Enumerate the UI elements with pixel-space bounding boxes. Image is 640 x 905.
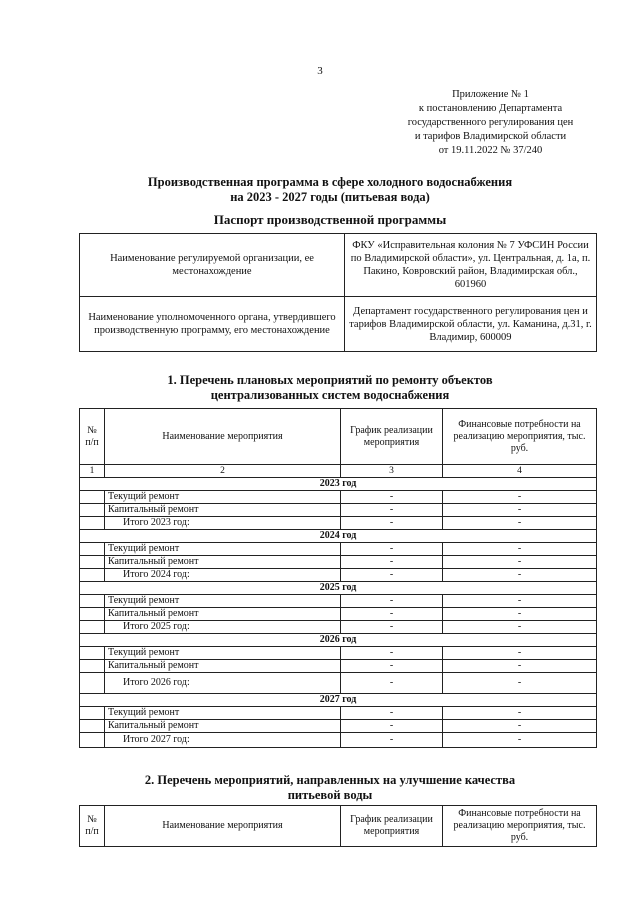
total-row [80,673,597,694]
quality-measures-table [79,805,597,847]
section1-title [80,373,580,403]
cost-cell: - [443,673,597,694]
total-row [80,621,597,634]
total-row [80,733,597,748]
table-row [80,660,597,673]
title-line: питьевой воды [287,788,373,802]
column-number: 3 [341,465,443,478]
appendix-line: государственного регулирования цен [407,117,574,128]
section2-title [80,773,580,803]
passport-value: Департамент государственного регулирования цен и тарифов Владимирской области, ул. Каманина, д.31, г. Владимир, 600009 [345,297,597,352]
table-row [80,608,597,621]
cost-cell: - [443,660,597,673]
schedule-cell: - [341,707,443,720]
activity-name: Капитальный ремонт [105,720,341,733]
appendix-line: от 19.11.2022 № 37/240 [438,145,543,156]
year-row [80,582,597,595]
schedule-cell: - [341,517,443,530]
passport-label: Наименование регулируемой организации, ее местонахождение [80,234,345,297]
total-label: Итого 2023 год: [105,517,341,530]
header-cell: Финансовые потребности на реализацию мероприятия, тыс. руб. [443,409,597,465]
activity-name: Капитальный ремонт [105,660,341,673]
passport-table [79,233,597,352]
cost-cell: - [443,720,597,733]
activity-name: Капитальный ремонт [105,556,341,569]
activity-name: Капитальный ремонт [105,608,341,621]
title-line: 2. Перечень мероприятий, направленных на улучшение качества [144,773,516,787]
schedule-cell: - [341,660,443,673]
year-row [80,694,597,707]
cost-cell: - [443,733,597,748]
column-number-row [80,465,597,478]
table-row [80,647,597,660]
activity-name: Текущий ремонт [105,707,341,720]
total-label: Итого 2024 год: [105,569,341,582]
schedule-cell: - [341,621,443,634]
schedule-cell: - [341,720,443,733]
cost-cell: - [443,707,597,720]
year-label: 2027 год [80,694,597,707]
passport-label: Наименование уполномоченного органа, утвердившего производственную программу, его местонахождение [80,297,345,352]
appendix-line: и тарифов Владимирской области [414,131,567,142]
repair-plan-table [79,408,597,748]
year-row [80,530,597,543]
year-label: 2026 год [80,634,597,647]
cost-cell: - [443,608,597,621]
cost-cell: - [443,621,597,634]
title-line: централизованных систем водоснабжения [210,388,450,402]
header-cell: № п/п [80,806,105,847]
header-cell: Наименование мероприятия [105,806,341,847]
appendix-line: Приложение № 1 [452,89,529,100]
passport-title: Паспорт производственной программы [213,212,447,227]
year-label: 2024 год [80,530,597,543]
schedule-cell: - [341,647,443,660]
appendix-line: к постановлению Департамента [418,103,563,114]
column-number: 4 [443,465,597,478]
schedule-cell: - [341,543,443,556]
schedule-cell: - [341,491,443,504]
cost-cell: - [443,595,597,608]
cost-cell: - [443,504,597,517]
total-row [80,517,597,530]
header-cell: График реализации мероприятия [341,806,443,847]
year-row [80,478,597,491]
table-row [80,543,597,556]
header-cell: Наименование мероприятия [105,409,341,465]
activity-name: Текущий ремонт [105,595,341,608]
table-row [80,595,597,608]
activity-name: Текущий ремонт [105,491,341,504]
year-row [80,634,597,647]
total-label: Итого 2025 год: [105,621,341,634]
total-label: Итого 2027 год: [105,733,341,748]
table-row [80,297,597,352]
activity-name: Текущий ремонт [105,543,341,556]
header-cell: График реализации мероприятия [341,409,443,465]
cost-cell: - [443,647,597,660]
schedule-cell: - [341,595,443,608]
table-header-row [80,409,597,465]
table-row [80,720,597,733]
cost-cell: - [443,569,597,582]
title-line: на 2023 - 2027 годы (питьевая вода) [230,190,430,204]
year-label: 2023 год [80,478,597,491]
passport-value: ФКУ «Исправительная колония № 7 УФСИН России по Владимирской области», ул. Центральная, д. 1а, п. Пакино, Ковровский район, Владимирская обл., 601960 [345,234,597,297]
schedule-cell: - [341,733,443,748]
appendix-block [383,88,598,158]
page-number: 3 [317,65,323,77]
schedule-cell: - [341,556,443,569]
document-title [80,175,580,205]
cost-cell: - [443,556,597,569]
total-row [80,569,597,582]
title-line: Производственная программа в сфере холодного водоснабжения [147,175,513,189]
schedule-cell: - [341,673,443,694]
table-row [80,234,597,297]
table-header-row [80,806,597,847]
table-row [80,491,597,504]
header-cell: Финансовые потребности на реализацию мероприятия, тыс. руб. [443,806,597,847]
total-label: Итого 2026 год: [105,673,341,694]
year-label: 2025 год [80,582,597,595]
column-number: 2 [105,465,341,478]
activity-name: Текущий ремонт [105,647,341,660]
column-number: 1 [80,465,105,478]
cost-cell: - [443,543,597,556]
schedule-cell: - [341,608,443,621]
header-cell: № п/п [80,409,105,465]
schedule-cell: - [341,569,443,582]
cost-cell: - [443,517,597,530]
table-row [80,707,597,720]
cost-cell: - [443,491,597,504]
table-row [80,556,597,569]
schedule-cell: - [341,504,443,517]
table-row [80,504,597,517]
activity-name: Капитальный ремонт [105,504,341,517]
title-line: 1. Перечень плановых мероприятий по ремонту объектов [167,373,493,387]
